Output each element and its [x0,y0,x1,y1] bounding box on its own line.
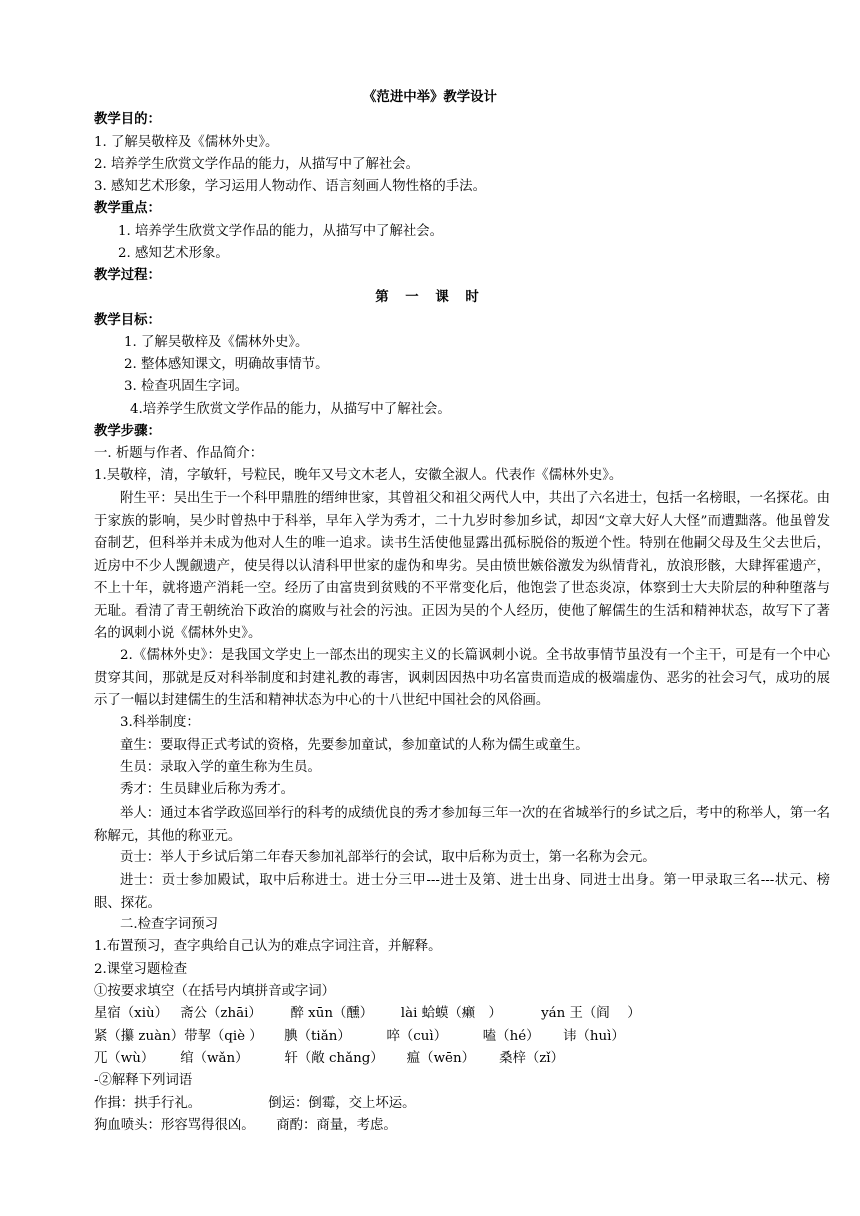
exam-item: 生员：录取入学的童生称为生员。 [120,760,321,775]
vocab-row [94,1027,830,1046]
exam-item: 秀才：生员肆业后称为秀才。 [120,782,295,797]
purpose-item: 3. 感知艺术形象，学习运用人物动作、语言刻画人物性格的手法。 [94,179,486,194]
focus-item: 2. 感知艺术形象。 [118,246,229,261]
exam-item: 贡士：举人于乡试后第二年春天参加礼部举行的会试，取中后称为贡士，第一名称为会元。 [120,850,656,865]
steps-heading: 教学步骤： [94,424,161,439]
goal-item: 3. 检查巩固生字词。 [124,379,249,394]
vocab-item: 紧（攥 zuàn）带挈（qiè ） [94,1029,263,1044]
author-intro: 1.吴敬梓，清，字敏轩，号粒民，晚年又号文木老人，安徽全淑人。代表作《儒林外史》。 [94,468,623,483]
vocab-item: 瘟（wēn） [406,1051,475,1066]
purpose-item: 1. 了解吴敬梓及《儒林外史》。 [94,135,279,150]
author-biography: 附生平：吴出生于一个科甲鼎胜的缙绅世家，其曾祖父和祖父两代人中，共出了六名进士，包括一名榜眼，一名探花。由于家族的影响，吴少时曾热中于科举，早年入学为秀才，二十九岁时参加乡试，却因“文章大好人大怪”而遭黜落。他虽曾发奋制艺，但科举并未成为他对人生的唯一追求。读书生活使他显露出孤标脱俗的叛逆个性。特别在他嗣父母及生父去世后，近房中不少人觊觎遗产，使吴得以认清科甲世家的虚伪和卑劣。吴由愤世嫉俗激发为纵情背礼，放浪形骸，大肆挥霍遗产，不上十年，就将遗产消耗一空。经历了由富贵到贫贱的不平常变化后，他饱尝了世态炎凉，体察到士大夫阶层的种种堕落与无耻。看清了青王朝统治下政治的腐败与社会的污浊。正因为吴的个人经历，使他了解儒生的生活和精神状态，故写下了著名的讽刺小说《儒林外史》。 [94,491,830,641]
process-heading: 教学过程： [94,268,161,283]
goal-item: 2. 整体感知课文，明确故事情节。 [124,357,329,372]
book-intro: 2.《儒林外史》：是我国文学史上一部杰出的现实主义的长篇讽刺小说。全书故事情节虽没有一个主干，可是有一个中心贯穿其间，那就是反对科举制度和封建礼教的毒害，讽刺因因热中功名富贵而造成的极端虚伪、恶劣的社会习气，成功的展示了一幅以封建儒生的生活和精神状态为中心的十八世纪中国社会的风俗画。 [94,648,830,708]
vocab-row [94,1049,830,1068]
vocab-item: 绾（wǎn） [180,1051,249,1066]
exam-item: 进士：贡士参加殿试，取中后称进士。进士分三甲---进士及第、进士出身、同进士出身。第一甲录取三名---状元、榜眼、探花。 [94,873,830,911]
vocab-item: 讳（huì） [563,1029,625,1044]
question-one: ①按要求填空（在括号内填拼音或字词） [94,984,336,999]
vocab-item: lài 蛤蟆（癞 ） [400,1006,502,1021]
document-title: 《范进中举》教学设计 [363,90,497,105]
purpose-item: 2. 培养学生欣赏文学作品的能力，从描写中了解社会。 [94,157,420,172]
vocab-item: 醉 xūn（醺） [290,1006,374,1021]
vocab-item: 星宿（xiù） [94,1006,169,1021]
exam-item: 童生：要取得正式考试的资格，先要参加童试，参加童试的人称为儒生或童生。 [120,738,589,753]
step-two-heading: 二.检查字词预习 [120,917,218,932]
exam-item: 举人：通过本省学政巡回举行的科考的成绩优良的秀才参加每三年一次的在省城举行的乡试之后，考中的称举人，第一名称解元，其他的称亚元。 [94,806,830,844]
lesson-heading: 第 一 课 时 [375,290,485,305]
prep-item: 1.布置预习，查字典给自己认为的难点字词注音，并解释。 [94,939,442,954]
vocab-item: 桑梓（zǐ） [499,1051,564,1066]
vocab-item: 腆（tiǎn） [284,1029,351,1044]
definition-item: 倒运：倒霉，交上坏运。 [268,1096,416,1111]
vocab-item: yán 王（阎 ） [541,1006,641,1021]
goal-item: 1. 了解吴敬梓及《儒林外史》。 [124,335,309,350]
exam-heading: 3.科举制度： [120,715,200,730]
definition-row [94,1094,830,1113]
goals-heading: 教学目标： [94,313,161,328]
vocab-row [94,1004,830,1023]
vocab-item: 嗑（hé） [482,1029,540,1044]
focus-item: 1. 培养学生欣赏文学作品的能力，从描写中了解社会。 [118,224,444,239]
vocab-item: 啐（cuì） [386,1029,448,1044]
vocab-item: 兀（wù） [94,1051,155,1066]
step-one-heading: 一. 析题与作者、作品简介： [94,446,264,461]
goal-item: 4.培养学生欣赏文学作品的能力，从描写中了解社会。 [130,402,451,417]
definition-item: 商酌：商量，考虑。 [276,1118,397,1133]
definition-item: 狗血喷头：形容骂得很凶。 [94,1118,255,1133]
focus-heading: 教学重点： [94,201,161,216]
definition-item: 作揖：拱手行礼。 [94,1096,202,1111]
definition-row [94,1116,830,1135]
prep-item: 2.课堂习题检查 [94,962,188,977]
purpose-heading: 教学目的： [94,112,161,127]
vocab-item: 斋公（zhāi） [180,1006,262,1021]
question-two: -②解释下列词语 [94,1073,193,1088]
vocab-item: 轩（敞 chǎng） [284,1051,384,1066]
